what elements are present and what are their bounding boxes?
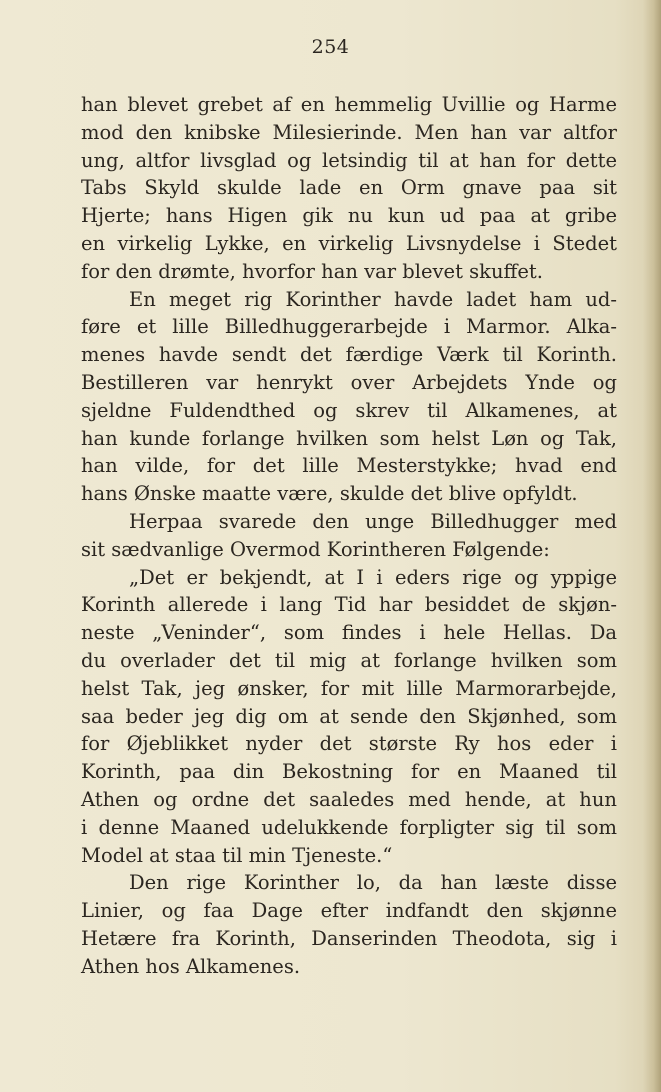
text-line: helst Tak, jeg ønsker, for mit lille Marmorarbejde, (81, 676, 617, 700)
text-line: Tabs Skyld skulde lade en Orm gnave paa sit (81, 176, 617, 200)
text-line: Bestilleren var henrykt over Arbejdets Ynde og (81, 370, 617, 394)
text-line: for Øjeblikket nyder det største Ry hos eder i (81, 732, 617, 756)
page-edge-shadow (643, 0, 661, 1092)
text-line: Hetære fra Korinth, Danserinden Theodota, sig i (81, 926, 617, 950)
text-line: du overlader det til mig at forlange hvilken som (81, 648, 617, 672)
text-line: en virkelig Lykke, en virkelig Livsnydelse i Stedet (81, 231, 617, 255)
text-line: Athen hos Alkamenes. (81, 954, 301, 978)
paragraph-start-line: Den rige Korinther lo, da han læste disse (129, 871, 617, 895)
text-line: hans Ønske maatte være, skulde det blive opfyldt. (81, 482, 578, 506)
paragraph-start-line: En meget rig Korinther havde ladet ham ud- (129, 287, 617, 311)
text-line: ung, altfor livsglad og letsindig til at han for dette (81, 148, 617, 172)
page-number: 254 (311, 36, 350, 58)
body-text (81, 91, 617, 981)
text-line: i denne Maaned udelukkende forpligter sig til som (81, 815, 617, 839)
text-line: mod den knibske Milesierinde. Men han var altfor (81, 120, 617, 144)
text-line: Athen og ordne det saaledes med hende, at hun (81, 787, 617, 811)
text-line: Korinth, paa din Bekostning for en Maaned til (81, 760, 617, 784)
text-line: sit sædvanlige Overmod Korintheren Følgende: (81, 537, 550, 561)
paragraph-start-line: Herpaa svarede den unge Billedhugger med (129, 509, 617, 533)
text-line: Linier, og faa Dage efter indfandt den skjønne (81, 899, 617, 923)
text-line: han blevet grebet af en hemmelig Uvillie og Harme (81, 93, 617, 116)
paragraph-start-line: „Det er bekjendt, at I i eders rige og yppige (129, 565, 617, 589)
text-line: saa beder jeg dig om at sende den Skjønhed, som (81, 704, 617, 728)
text-line: for den drømte, hvorfor han var blevet skuffet. (81, 259, 543, 283)
text-line: Korinth allerede i lang Tid har besiddet de skjøn- (81, 593, 617, 617)
text-line: sjeldne Fuldendthed og skrev til Alkamenes, at (81, 398, 617, 422)
text-line: han kunde forlange hvilken som helst Løn og Tak, (81, 426, 617, 450)
text-line: føre et lille Billedhuggerarbejde i Marmor. Alka- (81, 315, 617, 339)
text-line: neste „Veninder“, som findes i hele Hellas. Da (81, 621, 617, 645)
text-line: Model at staa til min Tjeneste.“ (81, 843, 393, 867)
text-line: Hjerte; hans Higen gik nu kun ud paa at gribe (81, 204, 617, 228)
text-line: han vilde, for det lille Mesterstykke; hvad end (81, 454, 617, 478)
text-line: menes havde sendt det færdige Værk til Korinth. (81, 343, 617, 367)
